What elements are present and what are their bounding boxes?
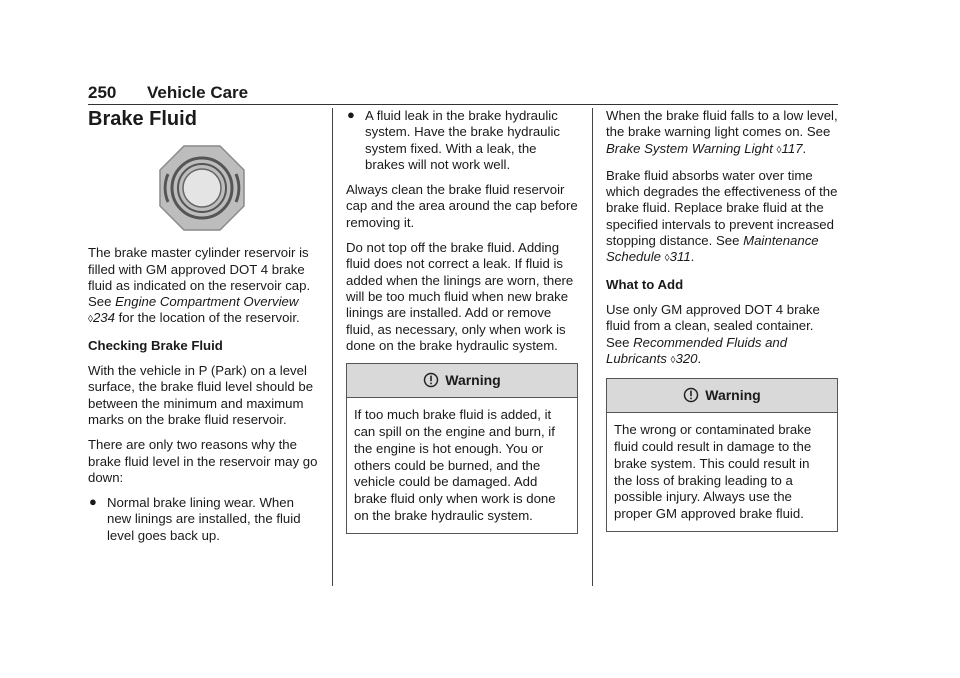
ref-arrow-icon: ◊ [776,144,782,156]
ref-arrow-icon: ◊ [664,253,670,265]
section-title: Vehicle Care [147,83,249,102]
cross-reference-link[interactable]: Engine Compartment Overview [115,294,299,310]
page-number: 250 [88,83,117,102]
warning-box [606,378,838,532]
column-3 [606,108,838,532]
ref-arrow-icon: ◊ [88,314,93,326]
subheading: Checking Brake Fluid [88,337,223,353]
page-ref[interactable]: 234 [92,310,115,326]
bullet-icon: ● [89,494,97,510]
paragraph: Use only GM approved DOT 4 brake fluid from a clean, sealed container. See Recommended Fluids and Lubricants ◊320. [606,301,820,366]
page-title: Brake Fluid [88,108,197,130]
page-ref[interactable]: 117 [781,140,803,156]
bullet-icon: ● [347,107,355,122]
column-divider [592,108,593,586]
ref-arrow-icon: ◊ [670,354,676,366]
warning-icon [423,372,439,388]
paragraph: There are only two reasons why the brake fluid level in the reservoir may go down: [88,437,318,485]
list-item: ● Normal brake lining wear. When new linings are installed, the fluid level goes back up. [89,494,301,543]
warning-text: If too much brake fluid is added, it can spill on the engine and burn, if the engine is hot enough. You or others could be burned, and the vehicle could be damaged. Add brake fluid only when work is done on the brake hydraulic system. [354,407,556,523]
subheading: What to Add [606,276,684,292]
column-1 [88,108,320,553]
warning-title: Warning [445,372,501,389]
column-divider [332,108,333,586]
cross-reference-link[interactable]: Recommended Fluids and Lubricants [606,334,788,366]
warning-box [346,363,578,534]
warning-text: The wrong or contaminated brake fluid could result in damage to the brake system. This could result in the loss of braking leading to a possible injury. Always use the proper GM approved brake fluid. [614,422,812,522]
warning-title: Warning [705,387,761,404]
cross-reference-link[interactable]: Maintenance Schedule [606,233,819,265]
warning-header [347,364,577,398]
list-item: ● A fluid leak in the brake hydraulic system. Have the brake hydraulic system fixed. With a leak, the brakes will not work well. [347,107,560,172]
cross-reference-link[interactable]: Brake System Warning Light [606,140,773,156]
page-header [88,83,838,105]
paragraph: Always clean the brake fluid reservoir cap and the area around the cap before removing it. [346,182,578,230]
warning-header [607,379,837,413]
page-ref[interactable]: 311 [669,249,691,265]
warning-icon [683,387,699,403]
brake-fluid-reservoir-icon [158,144,246,232]
paragraph: Do not top off the brake fluid. Adding fluid does not correct a leak. If fluid is added when the linings are worn, there will be too much fluid when new brake linings are installed. Add or remove fluid, as necessary, only when work is done on the brake hydraulic system. [346,240,574,353]
paragraph: The brake master cylinder reservoir is filled with GM approved DOT 4 brake fluid as indicated on the reservoir cap. See Engine Compartment Overview ◊234 for the location of the reservoir. [88,245,311,326]
paragraph: With the vehicle in P (Park) on a level surface, the brake fluid level should be between the minimum and maximum marks on the brake fluid reservoir. [88,363,314,427]
column-2 [346,108,578,534]
paragraph: Brake fluid absorbs water over time which degrades the effectiveness of the brake fluid. Replace brake fluid at the specified intervals to prevent increased stopping distance. See Maintenance Schedule ◊311. [606,167,838,265]
paragraph: When the brake fluid falls to a low level, the brake warning light comes on. See Brake System Warning Light ◊117. [606,108,838,156]
header-rule [88,104,838,105]
page-ref[interactable]: 320 [675,350,698,366]
